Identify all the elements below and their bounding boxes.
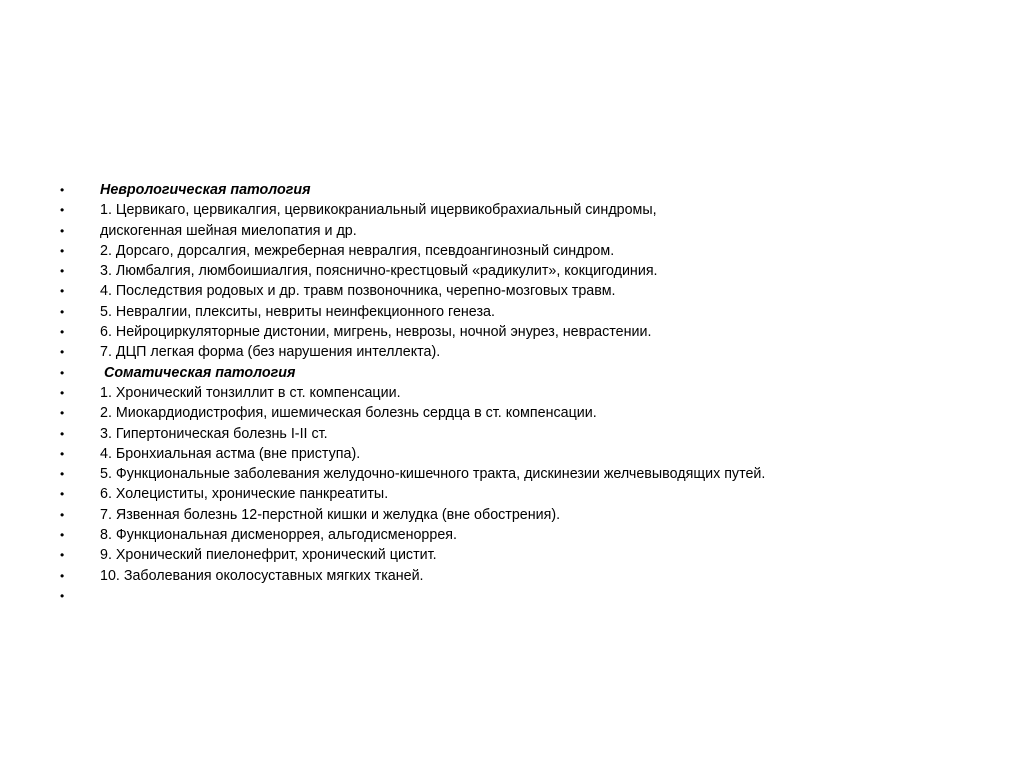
- section-heading: [0, 363, 1024, 383]
- list-item: [0, 484, 1024, 504]
- bullet-marker: •: [60, 446, 65, 461]
- bullet-marker: •: [60, 183, 65, 197]
- list-item-text: 5. Функциональные заболевания желудочно-кишечного тракта, дискинезии желчевыводящих путей.: [100, 466, 766, 483]
- list-item: [0, 525, 1024, 545]
- list-item: [0, 241, 1024, 261]
- bullet-marker: •: [60, 223, 65, 238]
- list-item: [0, 566, 1024, 586]
- list-item-text: 2. Миокардиодистрофия, ишемическая болезнь сердца в ст. компенсации.: [100, 405, 597, 422]
- bullet-marker: •: [60, 548, 65, 563]
- bullet-marker: •: [60, 426, 65, 441]
- bullet-marker: •: [60, 588, 65, 603]
- list-item-text: 2. Дорсаго, дорсалгия, межреберная невралгия, псевдоангинозный синдром.: [100, 242, 615, 259]
- bullet-marker: •: [60, 528, 65, 543]
- list-item: [0, 322, 1024, 342]
- list-item-text: 5. Невралгии, плекситы, невриты неинфекционного генеза.: [100, 303, 495, 320]
- bullet-marker: •: [60, 385, 65, 400]
- list-item-text: дискогенная шейная миелопатия и др.: [100, 222, 357, 239]
- list-item-text: 8. Функциональная дисменоррея, альгодисменоррея.: [100, 527, 457, 544]
- bullet-marker: •: [60, 304, 65, 319]
- list-item: [0, 444, 1024, 464]
- section-heading-text: Неврологическая патология: [100, 182, 311, 198]
- list-item: [0, 302, 1024, 322]
- bullet-marker: •: [60, 406, 65, 421]
- bullet-marker: •: [60, 284, 65, 299]
- list-item-text: 1. Цервикаго, цервикалгия, цервикокраниальный ицервикобрахиальный синдромы,: [100, 202, 657, 219]
- list-item-text: 6. Холециститы, хронические панкреатиты.: [100, 486, 389, 503]
- list-item: [0, 200, 1024, 220]
- section-heading-text: Соматическая патология: [104, 364, 296, 381]
- bullet-marker: •: [60, 345, 65, 360]
- list-item-text: 9. Хронический пиелонефрит, хронический цистит.: [100, 547, 437, 564]
- list-item-text: 3. Люмбалгия, люмбоишиалгия, пояснично-крестцовый «радикулит», кокцигодиния.: [100, 263, 658, 280]
- bullet-marker: •: [60, 325, 65, 340]
- list-item: [0, 383, 1024, 403]
- list-item-text: 10. Заболевания околосуставных мягких тканей.: [100, 567, 424, 584]
- list-item-text: 4. Последствия родовых и др. травм позвоночника, черепно-мозговых травм.: [100, 283, 616, 300]
- bullet-marker: •: [60, 365, 65, 380]
- list-item-text: 3. Гипертоническая болезнь I-II ст.: [100, 425, 328, 442]
- list-item: [0, 342, 1024, 362]
- list-item-text: 7. ДЦП легкая форма (без нарушения интеллекта).: [100, 344, 441, 361]
- bullet-marker: •: [60, 487, 65, 502]
- list-item: [0, 261, 1024, 281]
- indications-list: [0, 180, 1024, 606]
- list-item-text: 1. Хронический тонзиллит в ст. компенсации.: [100, 384, 401, 401]
- list-item: [0, 505, 1024, 525]
- list-item: [0, 221, 1024, 241]
- list-item-text: 6. Нейроциркуляторные дистонии, мигрень, неврозы, ночной энурез, неврастении.: [100, 324, 652, 341]
- list-item: [0, 281, 1024, 301]
- list-item-text: 7. Язвенная болезнь 12-перстной кишки и желудка (вне обострения).: [100, 506, 561, 523]
- list-item: [0, 586, 1024, 606]
- list-item: [0, 464, 1024, 484]
- bullet-marker: •: [60, 467, 65, 482]
- bullet-marker: •: [60, 203, 65, 218]
- list-item-text: 4. Бронхиальная астма (вне приступа).: [100, 445, 361, 462]
- bullet-marker: •: [60, 568, 65, 583]
- list-item: [0, 424, 1024, 444]
- list-item: [0, 545, 1024, 565]
- bullet-marker: •: [60, 243, 65, 258]
- list-item: [0, 403, 1024, 423]
- bullet-marker: •: [60, 507, 65, 522]
- bullet-marker: •: [60, 264, 65, 279]
- section-heading: [0, 180, 1024, 200]
